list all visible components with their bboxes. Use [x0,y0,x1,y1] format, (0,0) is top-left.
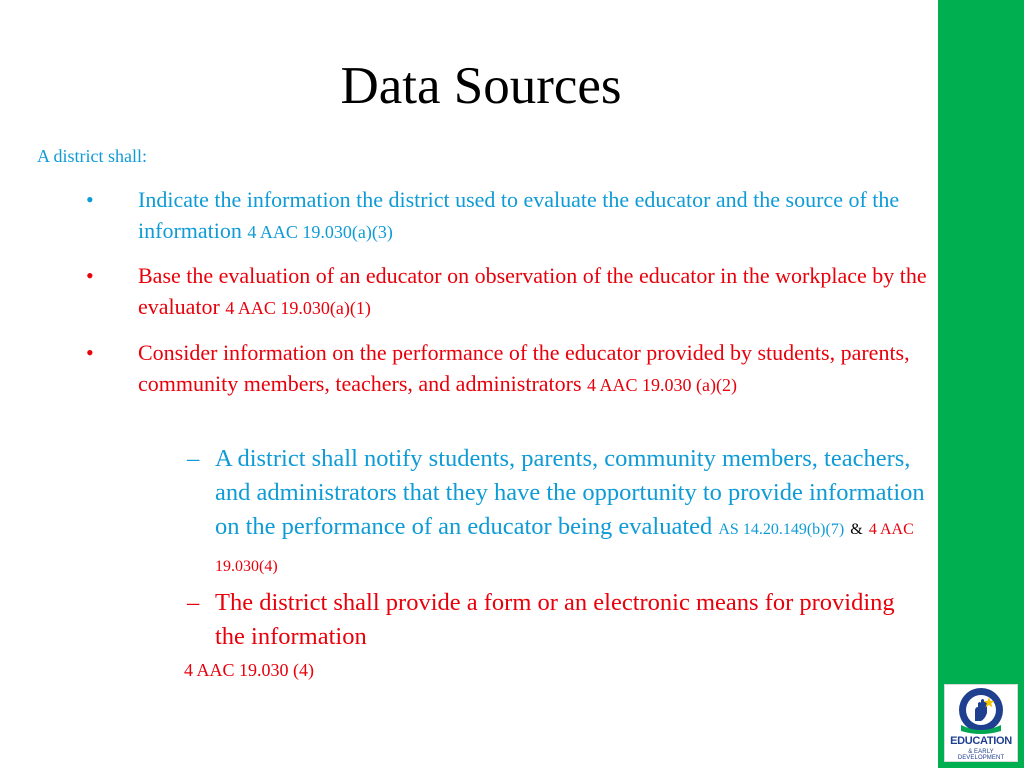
bullet-text: Consider information on the performance of the educator provided by students, parents, community members, teachers, and administrators [138,340,910,396]
seal-icon [945,685,1017,735]
intro-text: A district shall: [37,146,147,166]
regulation-reference: 4 AAC 19.030(4) [215,521,914,575]
bullet-reference: 4 AAC 19.030(a)(3) [247,222,393,242]
bullet-text: Base the evaluation of an educator on observation of the educator in the workplace by the evaluator [138,263,927,319]
bullet-reference: 4 AAC 19.030 (a)(2) [587,375,738,395]
ampersand: & [850,521,863,538]
sub-bullet-item [187,442,927,584]
bullet-marker: • [86,187,94,212]
sub-bullet-marker: – [187,589,200,616]
logo-wordmark: EDUCATION [950,735,1012,747]
bullet-text: Indicate the information the district used to evaluate the educator and the source of the information [138,187,900,243]
sub-bullet-text: The district shall provide a form or an electronic means for providing the information [215,589,895,650]
bullet-item [86,337,928,399]
bullet-reference: 4 AAC 19.030(a)(1) [225,298,371,318]
slide-title: Data Sources [340,57,622,115]
trailing-reference: 4 AAC 19.030 (4) [184,660,314,680]
statute-reference: AS 14.20.149(b)(7) [718,521,845,538]
bullet-item [86,184,928,248]
bullet-marker: • [86,340,94,365]
sub-bullet-text: A district shall notify students, parents, community members, teachers, and administrators that they have the opportunity to provide information on the performance of an educator being evaluated [215,445,925,540]
green-side-bar [938,0,1024,768]
logo-subtitle: & EARLY DEVELOPMENT [957,749,1005,761]
sub-bullet-item [187,586,927,654]
bullet-item [86,260,928,324]
department-logo [944,684,1018,762]
sub-bullet-marker: – [187,445,200,472]
bullet-marker: • [86,263,94,288]
